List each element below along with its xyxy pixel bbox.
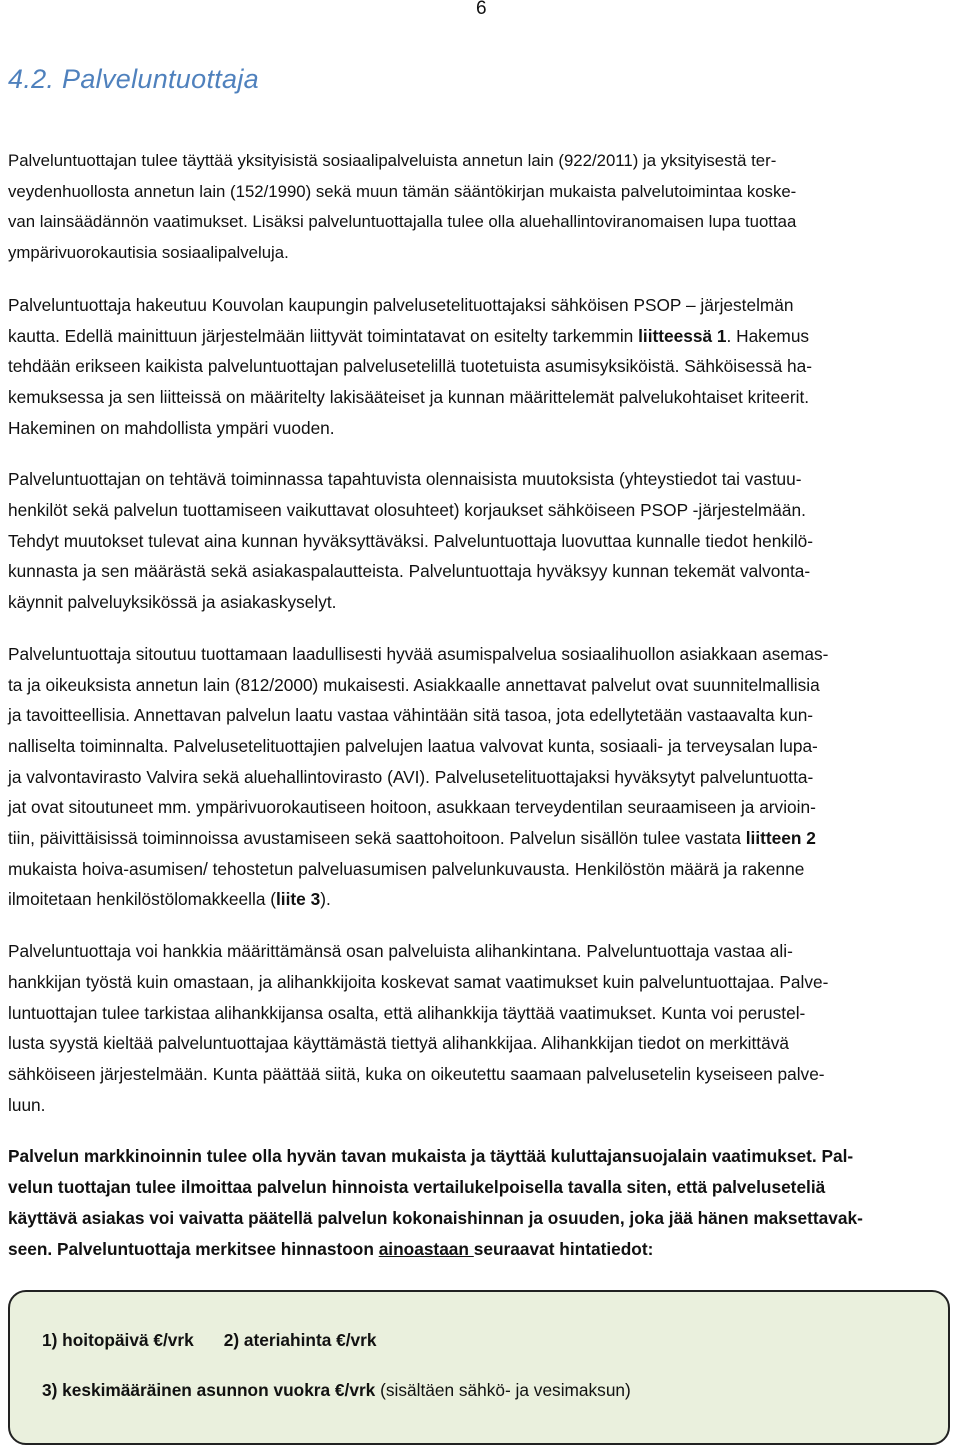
text-line: Palveluntuottaja voi hankkia määrittämänsä osan palveluista alihankintana. Palveluntuottaja vastaa ali- xyxy=(8,941,793,962)
attachment-1-reference: liitteessä 1 xyxy=(638,325,727,346)
attachment-3-reference: liite 3 xyxy=(276,889,321,910)
text-line: jat ovat sitoutuneet mm. ympärivuorokautiseen hoitoon, asukkaan terveydentilan seuraamiseen ja arvioin- xyxy=(8,797,816,818)
text-line: Palveluntuottaja sitoutuu tuottamaan laadullisesti hyvää asumispalvelua sosiaalihuollon asiakkaan asemas- xyxy=(8,643,829,664)
text-line: sähköiseen järjestelmään. Kunta päättää siitä, kuka on oikeutettu saamaan palvelusetelin kyseiseen palve- xyxy=(8,1063,825,1084)
text-line: ympärivuorokautisia sosiaalipalveluja. xyxy=(8,243,289,263)
text-line: lusta syystä kieltää palveluntuottajaa käyttämästä tiettyä alihankkijaa. Alihankkijan tiedot on merkittävä xyxy=(8,1033,789,1054)
text-run: . Hakemus xyxy=(726,325,810,346)
text-line: Hakeminen on mahdollista ympäri vuoden. xyxy=(8,417,335,438)
attachment-2-reference: liitteen 2 xyxy=(745,828,816,849)
text-line: luntuottajan tulee tarkistaa alihankkijansa osalta, että alihankkija täyttää vaatimukset. Kunta voi perustel- xyxy=(8,1002,806,1023)
text-line: nalliselta toiminnalta. Palvelusetelituottajien palvelujen laatua valvovat kunta, sosiaali- ja terveysalan lupa- xyxy=(8,735,818,756)
text-line: kunnasta ja sen määrästä sekä asiakaspalautteista. Palveluntuottaja hyväksyy kunnan tekemät valvonta- xyxy=(8,561,811,582)
text-line: Palveluntuottajan tulee täyttää yksityisistä sosiaalipalveluista annetun lain (922/2011) ja yksityisestä ter- xyxy=(8,151,777,170)
text-line: Palveluntuottajan on tehtävä toiminnassa tapahtuvista olennaisista muutoksista (yhteystiedot tai vastuu- xyxy=(8,469,802,490)
text-line: Tehdyt muutokset tulevat aina kunnan hyväksyttäväksi. Palveluntuottaja luovuttaa kunnalle tiedot henkilö- xyxy=(8,530,814,551)
price-row xyxy=(42,1380,631,1401)
text-line: käynnit palveluyksikössä ja asiakaskyselyt. xyxy=(8,592,337,613)
text-line: velun tuottajan tulee ilmoittaa palvelun hinnoista vertailukelpoisella tavalla siten, että palveluseteliä xyxy=(8,1177,826,1198)
underlined-text: ainoastaan xyxy=(378,1238,474,1259)
paragraph-requirements xyxy=(8,146,952,269)
page-number: 6 xyxy=(476,0,487,19)
price-info-box xyxy=(8,1290,950,1445)
text-line: ja valvontavirasto Valvira sekä aluehallintovirasto (AVI). Palvelusetelituottajaksi hyväksytyt palveluntuotta- xyxy=(8,766,814,787)
text-line: kemuksessa ja sen liitteissä on määritelty lakisääteiset ja kunnan määrittelemät palvelukohtaiset kriteerit. xyxy=(8,386,810,407)
price-row xyxy=(42,1330,376,1351)
text-line: veydenhuollosta annetun lain (152/1990) sekä muun tämän sääntökirjan mukaista palvelutoimintaa koske- xyxy=(8,181,797,201)
document-body xyxy=(8,146,952,1285)
paragraph-quality xyxy=(8,639,952,915)
text-run: kautta. Edellä mainittuun järjestelmään liittyvät toimintatavat on esitelty tarkemmin xyxy=(8,325,639,346)
price-item-rent: 3) keskimääräinen asunnon vuokra €/vrk xyxy=(42,1380,376,1400)
text-line xyxy=(8,321,952,352)
paragraph-changes xyxy=(8,464,952,618)
text-line: henkilöt sekä palvelun tuottamiseen vaikuttavat olosuhteet) korjaukset sähköiseen PSOP -järjestelmään. xyxy=(8,500,806,521)
text-line: ta ja oikeuksista annetun lain (812/2000) mukaisesti. Asiakkaalle annettavat palvelut ovat suunnitelmallisia xyxy=(8,674,820,695)
section-heading: 4.2. Palveluntuottaja xyxy=(8,64,259,94)
text-line xyxy=(8,823,952,854)
text-run: ). xyxy=(320,889,331,910)
text-line: ja tavoitteellisia. Annettavan palvelun laatu vastaa vähintään sitä tasoa, jota edellytetään vastaavalta kun- xyxy=(8,705,814,726)
text-line: luun. xyxy=(8,1094,46,1115)
paragraph-marketing xyxy=(8,1141,952,1264)
text-run: seuraavat hintatiedot: xyxy=(473,1238,654,1259)
text-run: seen. Palveluntuottaja merkitsee hinnastoon xyxy=(8,1238,379,1259)
text-line: käyttävä asiakas voi vaivatta päätellä palvelun kokonaishinnan ja osuuden, joka jää hänen maksettavak- xyxy=(8,1207,863,1228)
price-item-rent-note: (sisältäen sähkö- ja vesimaksun) xyxy=(375,1380,631,1400)
text-line: mukaista hoiva-asumisen/ tehostetun palveluasumisen palvelunkuvausta. Henkilöstön määrä ja rakenne xyxy=(8,858,805,879)
text-line xyxy=(8,884,952,915)
price-item-meal: 2) ateriahinta €/vrk xyxy=(223,1330,377,1350)
text-line xyxy=(8,1234,952,1265)
text-run: tiin, päivittäisissä toiminnoissa avustamiseen sekä saattohoitoon. Palvelun sisällön tulee vastata xyxy=(8,828,746,849)
text-line: Palvelun markkinoinnin tulee olla hyvän tavan mukaista ja täyttää kuluttajansuojalain vaatimukset. Pal- xyxy=(8,1146,854,1167)
paragraph-application xyxy=(8,290,952,444)
text-line: van lainsäädännön vaatimukset. Lisäksi palveluntuottajalla tulee olla aluehallintoviranomaisen lupa tuottaa xyxy=(8,212,797,232)
text-run: ilmoitetaan henkilöstölomakkeella ( xyxy=(8,889,276,910)
paragraph-subcontracting xyxy=(8,936,952,1120)
price-item-care-day: 1) hoitopäivä €/vrk xyxy=(42,1330,194,1350)
text-line: Palveluntuottaja hakeutuu Kouvolan kaupungin palvelusetelituottajaksi sähköisen PSOP – järjestelmän xyxy=(8,294,794,315)
text-line: hankkijan työstä kuin omastaan, ja alihankkijoita koskevat samat vaatimukset kuin palveluntuottajaa. Palve- xyxy=(8,971,829,992)
text-line: tehdään erikseen kaikista palveluntuottajan palvelusetelillä tuotetuista asumisyksiköistä. Sähköisessä ha- xyxy=(8,356,813,377)
